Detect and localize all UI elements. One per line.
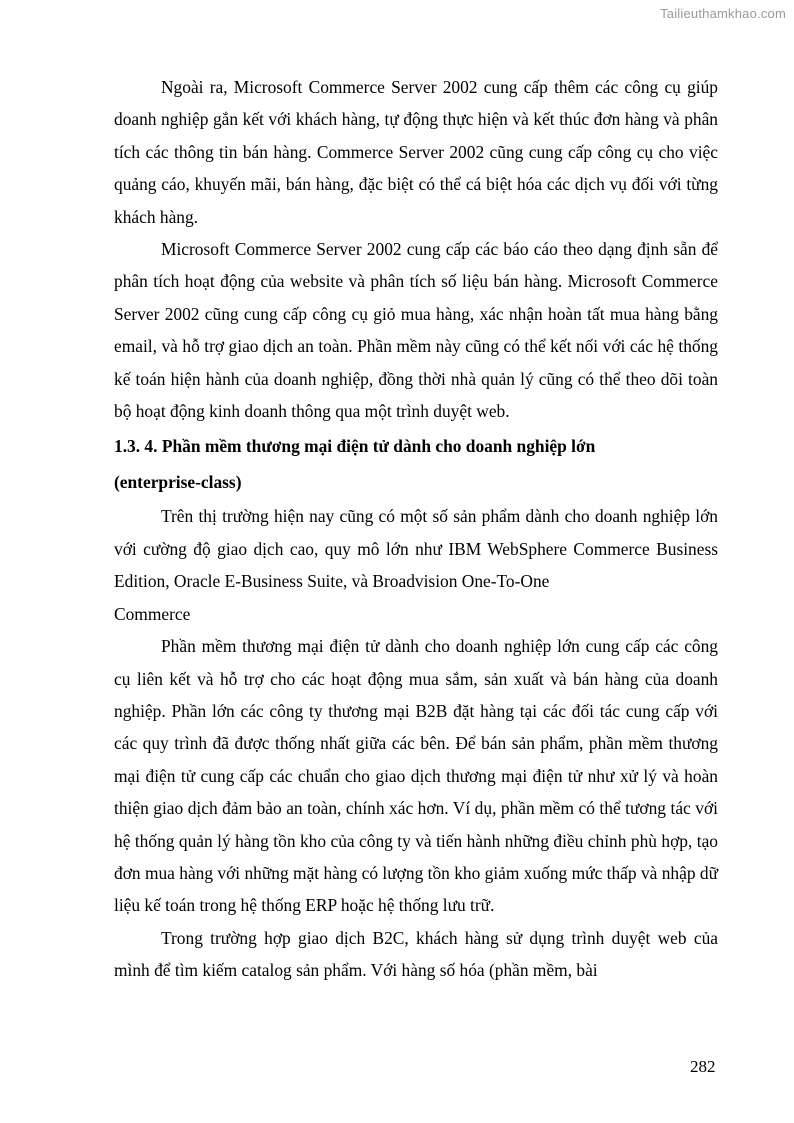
section-heading-subtitle: (enterprise-class) [114, 472, 242, 493]
watermark-text: Tailieuthamkhao.com [660, 6, 786, 21]
paragraph-commerce-server-tools: Ngoài ra, Microsoft Commerce Server 2002 cung cấp thêm các công cụ giúp doanh nghiệp gắn kết với khách hàng, tự động thực hiện và kết thúc đơn hàng và phân tích các thông tin bán hàng. Commerce Server 2002 cũng cung cấp công cụ cho việc quảng cáo, khuyến mãi, bán hàng, đặc biệt có thể cá biệt hóa các dịch vụ đối với từng khách hàng. [114, 77, 718, 227]
paragraph-enterprise-products: Trên thị trường hiện nay cũng có một số sản phẩm dành cho doanh nghiệp lớn với cường độ giao dịch cao, quy mô lớn như IBM WebSphere Commerce Business Edition, Oracle E-Business Suite, và Broadvision One-To-One [114, 506, 718, 592]
page-number: 282 [690, 1057, 716, 1076]
paragraph-enterprise-software: Phần mềm thương mại điện tử dành cho doanh nghiệp lớn cung cấp các công cụ liên kết và hỗ trợ cho các hoạt động mua sắm, sản xuất và bán hàng của doanh nghiệp. Phần lớn các công ty thương mại B2B đặt hàng tại các đối tác cung cấp với các quy trình đã được thống nhất giữa các bên. Để bán sản phẩm, phần mềm thương mại điện tử cung cấp các chuẩn cho giao dịch thương mại điện tử như xử lý và hoàn thiện giao dịch đảm bảo an toàn, chính xác hơn. Ví dụ, phần mềm có thể tương tác với hệ thống quản lý hàng tồn kho của công ty và tiến hành những điều chỉnh phù hợp, tạo đơn mua hàng với những mặt hàng có lượng tồn kho giảm xuống mức thấp và nhập dữ liệu kế toán trong hệ thống ERP hoặc hệ thống lưu trữ. [114, 636, 718, 916]
section-heading [114, 428, 718, 500]
section-heading-title: 1.3. 4. Phần mềm thương mại điện tử dành cho doanh nghiệp lớn [114, 436, 596, 457]
paragraph-commerce-server-reports: Microsoft Commerce Server 2002 cung cấp các báo cáo theo dạng định sẵn để phân tích hoạt động của website và phân tích số liệu bán hàng. Microsoft Commerce Server 2002 cũng cung cấp công cụ giỏ mua hàng, xác nhận hoàn tất mua hàng bằng email, và hỗ trợ giao dịch an toàn. Phần mềm này cũng có thể kết nối với các hệ thống kế toán hiện hành của doanh nghiệp, đồng thời nhà quản lý cũng có thể theo dõi toàn bộ hoạt động kinh doanh thông qua một trình duyệt web. [114, 239, 718, 422]
paragraph-b2c-transactions: Trong trường hợp giao dịch B2C, khách hàng sử dụng trình duyệt web của mình để tìm kiếm catalog sản phẩm. Với hàng số hóa (phần mềm, bài [114, 927, 718, 981]
paragraph-enterprise-products-tail: Commerce [114, 603, 191, 624]
document-body [114, 71, 718, 987]
